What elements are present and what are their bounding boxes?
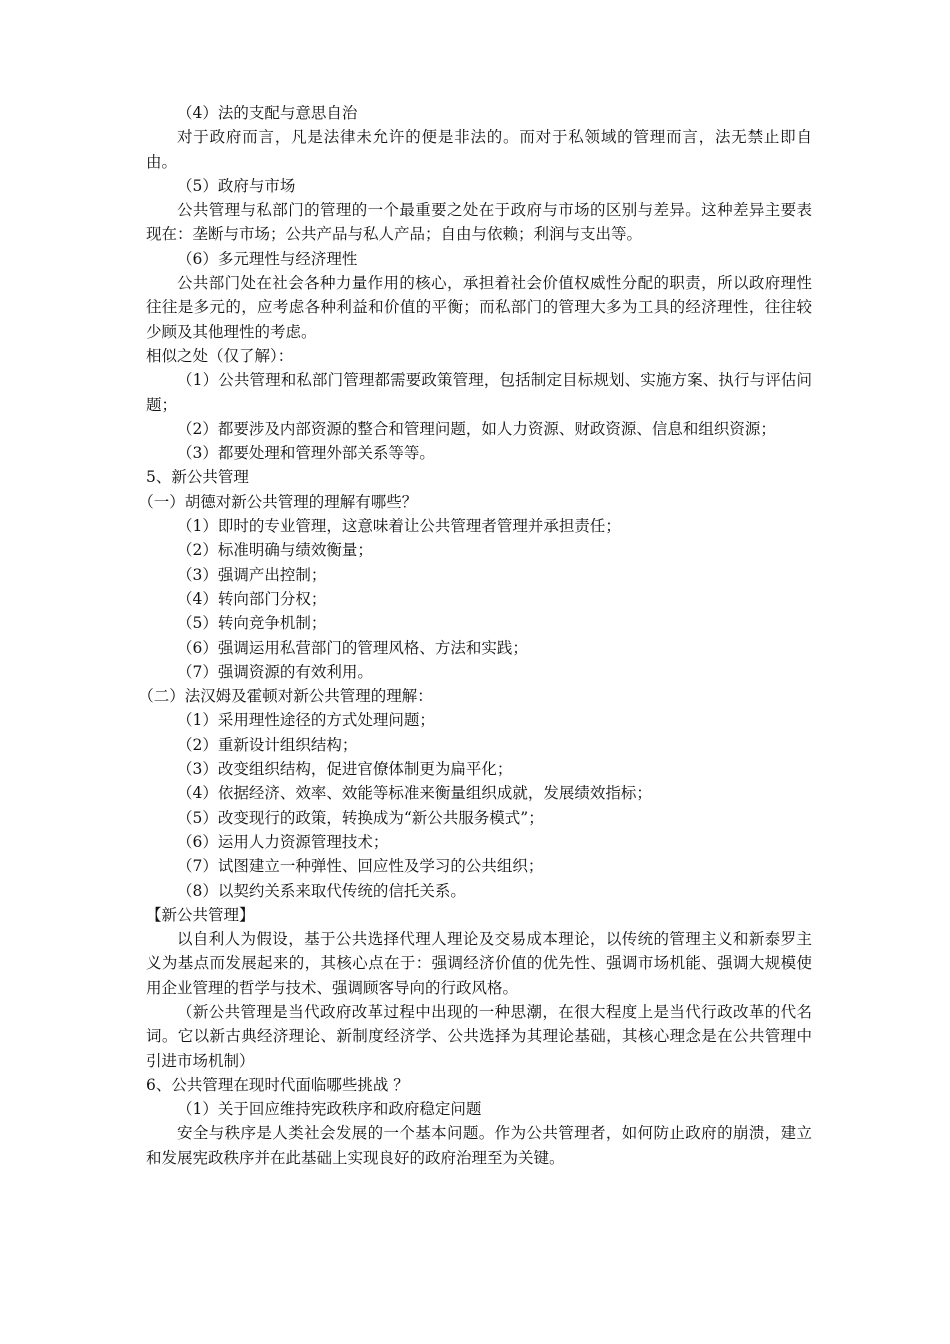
paragraph: （4）法的支配与意思自治	[177, 104, 358, 122]
paragraph: （2）重新设计组织结构；	[177, 735, 358, 754]
paragraph: （8）以契约关系来取代传统的信托关系。	[177, 881, 466, 900]
paragraph: （3）强调产出控制；	[177, 565, 327, 584]
paragraph: （6）运用人力资源管理技术；	[177, 832, 389, 851]
paragraph: 安全与秩序是人类社会发展的一个基本问题。作为公共管理者，如何防止政府的崩溃，建立和发展宪政秩序并在此基础上实现良好的政府治理至为关键。	[146, 1124, 812, 1167]
paragraph: 5、新公共管理	[146, 468, 249, 487]
paragraph: （5）政府与市场	[177, 176, 296, 195]
paragraph: （6）多元理性与经济理性	[177, 249, 358, 268]
paragraph: 以自利人为假设，基于公共选择代理人理论及交易成本理论，以传统的管理主义和新泰罗主义为基点而发展起来的，其核心点在于：强调经济价值的优先性、强调市场机能、强调大规模使用企业管理的哲学与技术、强调顾客导向的行政风格。	[146, 930, 812, 997]
paragraph: 对于政府而言，凡是法律未允许的便是非法的。而对于私领域的管理而言，法无禁止即自由。	[146, 128, 812, 171]
paragraph: （1）关于回应维持宪政秩序和政府稳定问题	[177, 1100, 482, 1119]
paragraph: （5）改变现行的政策，转换成为“新公共服务模式”；	[177, 808, 544, 827]
paragraph: （2）都要涉及内部资源的整合和管理问题，如人力资源、财政资源、信息和组织资源；	[177, 419, 776, 438]
paragraph: （6）强调运用私营部门的管理风格、方法和实践；	[177, 638, 528, 657]
paragraph: （二）法汉姆及霍顿对新公共管理的理解：	[138, 687, 433, 706]
paragraph: 公共管理与私部门的管理的一个最重要之处在于政府与市场的区别与差异。这种差异主要表现在：垄断与市场；公共产品与私人产品；自由与依赖；利润与支出等。	[146, 201, 812, 244]
paragraph: 【新公共管理】	[146, 905, 255, 924]
paragraph: （1）公共管理和私部门管理都需要政策管理，包括制定目标规划、实施方案、执行与评估问题；	[146, 371, 812, 414]
paragraph: （4）转向部门分权；	[177, 589, 327, 608]
paragraph: （4）依据经济、效率、效能等标准来衡量组织成就，发展绩效指标；	[177, 784, 652, 803]
paragraph: （3）改变组织结构，促进官僚体制更为扁平化；	[177, 760, 513, 779]
paragraph: （一）胡德对新公共管理的理解有哪些？	[138, 492, 418, 511]
paragraph: （7）试图建立一种弹性、回应性及学习的公共组织；	[177, 857, 544, 876]
paragraph: （7）强调资源的有效利用。	[177, 662, 373, 681]
paragraph: （1）采用理性途径的方式处理问题；	[177, 711, 435, 730]
document-body	[138, 101, 812, 1170]
paragraph: （3）都要处理和管理外部关系等等。	[177, 444, 435, 463]
paragraph: 公共部门处在社会各种力量作用的核心，承担着社会价值权威性分配的职责，所以政府理性往往是多元的，应考虑各种利益和价值的平衡；而私部门的管理大多为工具的经济理性，往往较少顾及其他理性的考虑。	[146, 274, 812, 341]
paragraph: （1）即时的专业管理，这意味着让公共管理者管理并承担责任；	[177, 517, 621, 536]
paragraph: （新公共管理是当代政府改革过程中出现的一种思潮，在很大程度上是当代行政改革的代名词。它以新古典经济理论、新制度经济学、公共选择为其理论基础，其核心理念是在公共管理中引进市场机制）	[146, 1002, 812, 1070]
paragraph: （2）标准明确与绩效衡量；	[177, 541, 373, 560]
paragraph: （5）转向竞争机制；	[177, 614, 327, 633]
paragraph: 相似之处（仅了解）：	[146, 346, 294, 365]
paragraph: 6、公共管理在现时代面临哪些挑战 ？	[146, 1075, 409, 1094]
